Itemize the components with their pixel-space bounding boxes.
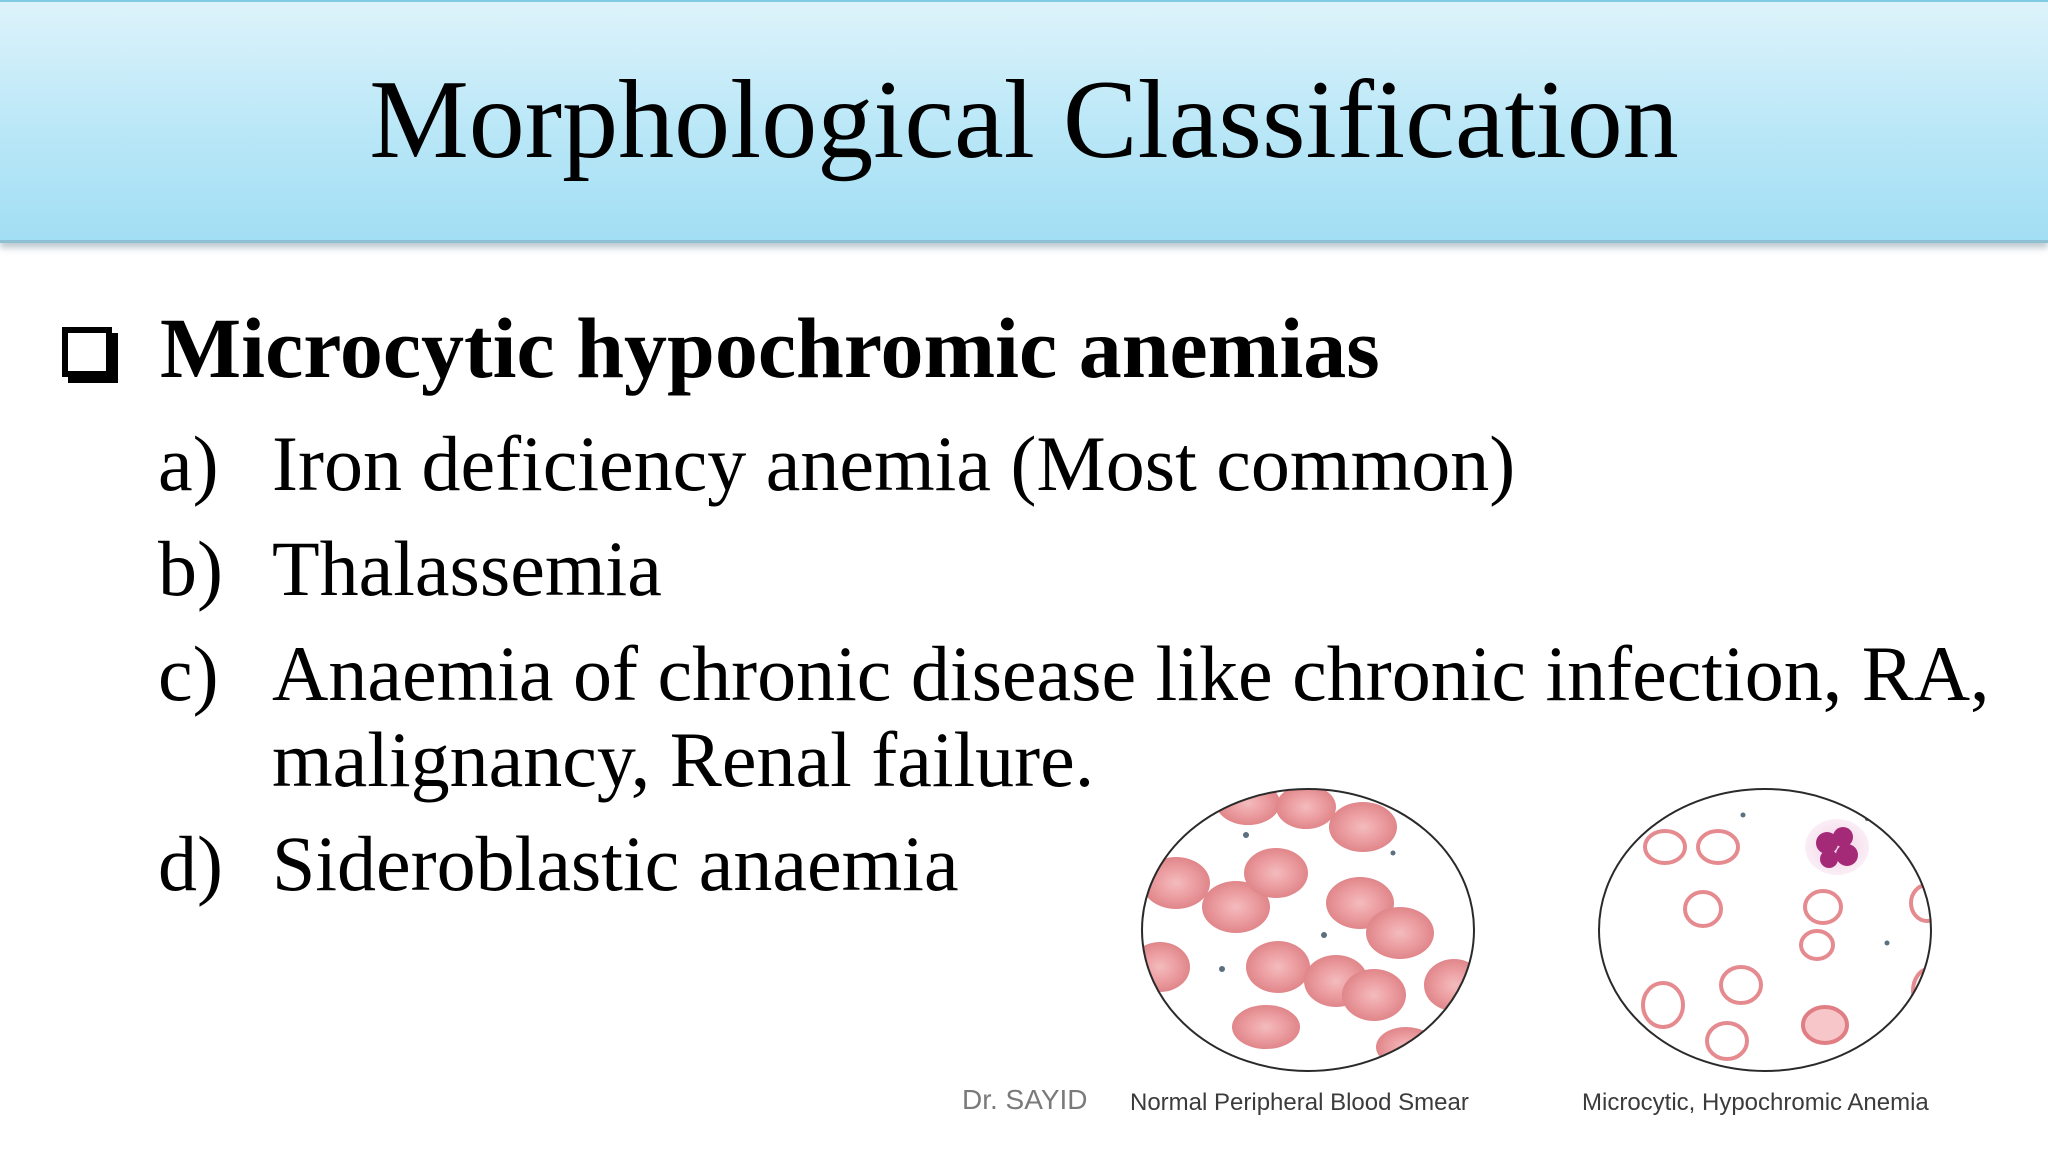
- list-marker: d): [158, 820, 223, 907]
- list-marker: a): [158, 420, 219, 507]
- list-marker: c): [158, 630, 219, 717]
- normal-blood-smear-image: [1138, 785, 1478, 1075]
- section-heading: Microcytic hypochromic anemias: [160, 300, 1380, 396]
- checkbox-bullet-icon: [62, 327, 112, 377]
- figure-caption: Normal Peripheral Blood Smear: [1130, 1089, 1469, 1116]
- author-credit: Dr. SAYID: [962, 1084, 1088, 1115]
- list-item-text: Thalassemia: [272, 525, 662, 612]
- list-item-text: Iron deficiency anemia (Most common): [272, 420, 1516, 507]
- microcytic-smear-image: [1595, 785, 1935, 1075]
- title-bar: [0, 0, 2048, 243]
- slide-title: Morphological Classification: [369, 58, 1679, 182]
- list-marker: b): [158, 525, 223, 612]
- list-item-text: Sideroblastic anaemia: [272, 820, 959, 907]
- list-item-text-line1: Anaemia of chronic disease like chronic infection, RA,: [272, 630, 1990, 717]
- list-item-text-line2: malignancy, Renal failure.: [272, 716, 1095, 803]
- figure-caption: Microcytic, Hypochromic Anemia: [1582, 1089, 1929, 1116]
